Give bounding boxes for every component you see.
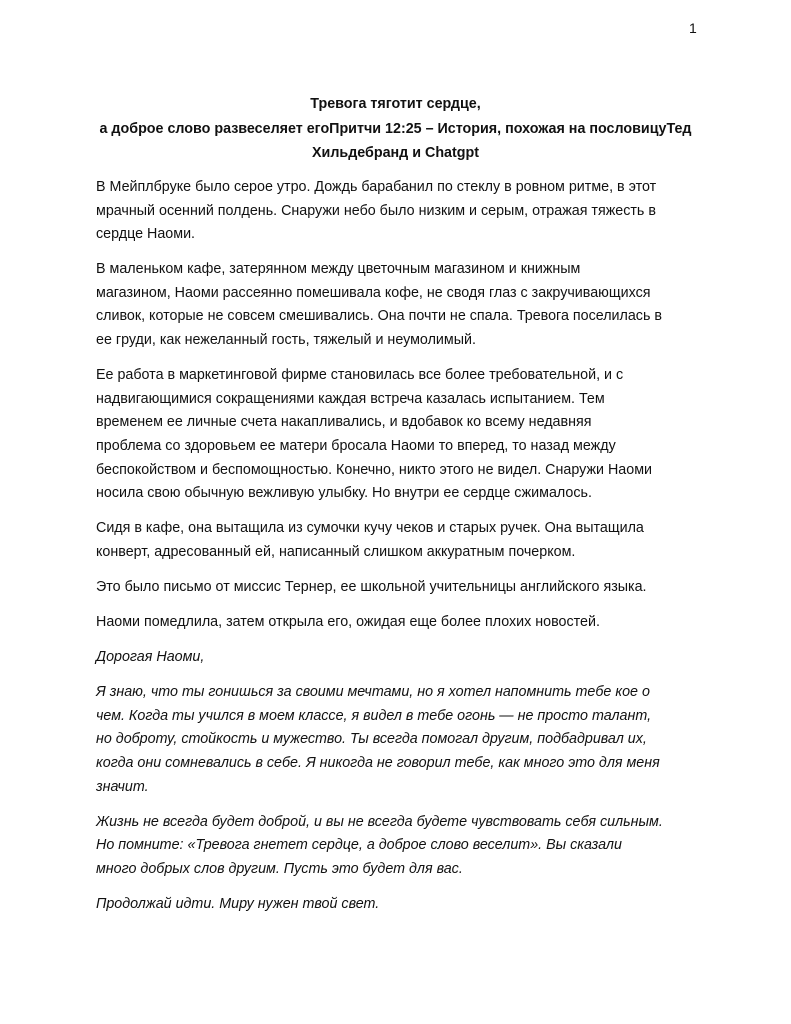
text-line: мрачный осенний полдень. Снаружи небо было низким и серым, отражая тяжесть в xyxy=(96,202,656,219)
text-line: когда они сомневались в себе. Я никогда не говорил тебе, как много это для меня xyxy=(96,754,660,771)
text-line: сердце Наоми. xyxy=(96,226,196,243)
letter-paragraph xyxy=(96,893,716,917)
text-line: Ее работа в маркетинговой фирме становилась все более требовательной, и с xyxy=(96,367,624,384)
text-line: Я знаю, что ты гонишься за своими мечтами, но я хотел напомнить тебе кое о xyxy=(96,684,650,701)
document-title xyxy=(60,92,731,166)
text-line: В маленьком кафе, затерянном между цветочным магазином и книжным xyxy=(96,261,581,278)
text-line: проблема со здоровьем ее матери бросала Наоми то вперед, то назад между xyxy=(96,437,616,454)
document-body xyxy=(96,176,716,928)
text-line: чем. Когда ты учился в моем классе, я видел в тебе огонь — не просто талант, xyxy=(96,707,652,724)
text-line: Это было письмо от миссис Тернер, ее школьной учительницы английского языка. xyxy=(96,578,647,595)
paragraph xyxy=(96,517,716,564)
text-line: Продолжай идти. Миру нужен твой свет. xyxy=(96,895,380,912)
text-line: конверт, адресованный ей, написанный слишком аккуратным почерком. xyxy=(96,543,576,560)
title-line: а доброе слово развеселяет егоПритчи 12:25 – История, похожая на пословицуТед xyxy=(99,120,692,137)
paragraph xyxy=(96,176,716,247)
text-line: В Мейплбруке было серое утро. Дождь барабанил по стеклу в ровном ритме, в этот xyxy=(96,179,657,195)
letter-paragraph xyxy=(96,811,716,882)
text-line: носила свою обычную вежливую улыбку. Но внутри ее сердце сжималось. xyxy=(96,485,592,502)
letter-paragraph xyxy=(96,646,716,670)
paragraph xyxy=(96,258,716,352)
paragraph xyxy=(96,611,716,635)
text-line: сливок, которые не совсем смешивались. Она почти не спала. Тревога поселилась в xyxy=(96,308,662,325)
title-line: Тревога тяготит сердце, xyxy=(310,96,481,112)
text-line: Сидя в кафе, она вытащила из сумочки кучу чеков и старых ручек. Она вытащила xyxy=(96,520,644,537)
text-line: ее груди, как нежеланный гость, тяжелый и неумолимый. xyxy=(96,332,476,349)
text-line: беспокойством и беспомощностью. Конечно, никто этого не видел. Снаружи Наоми xyxy=(96,461,653,478)
text-line: магазином, Наоми рассеянно помешивала кофе, не сводя глаз с закручивающихся xyxy=(96,284,651,301)
text-line: надвигающимися сокращениями каждая встреча казалась испытанием. Тем xyxy=(96,390,605,407)
letter-paragraph xyxy=(96,681,716,799)
text-line: но доброту, стойкость и мужество. Ты всегда помогал другим, подбадривал их, xyxy=(96,731,647,748)
title-line: Хильдебранд и Chatgpt xyxy=(312,145,479,161)
text-line: Но помните: «Тревога гнетет сердце, а доброе слово веселит». Вы сказали xyxy=(96,837,622,854)
text-line: временем ее личные счета накапливались, и вдобавок ко всему недавняя xyxy=(96,414,592,431)
text-line: Дорогая Наоми, xyxy=(96,649,205,666)
text-line: Наоми помедлила, затем открыла его, ожидая еще более плохих новостей. xyxy=(96,614,600,630)
paragraph xyxy=(96,364,716,506)
text-line: много добрых слов другим. Пусть это будет для вас. xyxy=(96,860,463,877)
paragraph xyxy=(96,576,716,600)
text-line: Жизнь не всегда будет доброй, и вы не всегда будете чувствовать себя сильным. xyxy=(96,813,663,830)
page-number: 1 xyxy=(689,20,697,36)
text-line: значит. xyxy=(96,778,149,795)
